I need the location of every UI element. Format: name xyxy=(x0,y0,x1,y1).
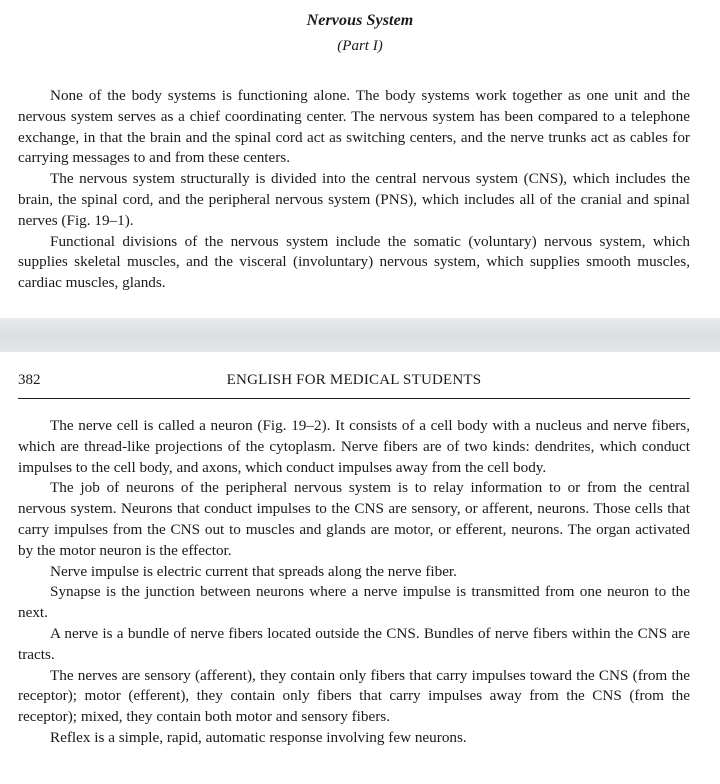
paragraph: The nerve cell is called a neuron (Fig. 19–2). It consists of a cell body with a nucleus and nerve fibers, which are thread-like projections of the cytoplasm. Nerve fibers are of two kinds: dendrites, which conduct impulses to the cell body, and axons, which conduct impulses away from the cell body. xyxy=(18,417,690,476)
running-title: ENGLISH FOR MEDICAL STUDENTS xyxy=(226,372,482,388)
paragraph: Synapse is the junction between neurons where a nerve impulse is transmitted from one neuron to the next. xyxy=(18,583,690,622)
paragraph: Reflex is a simple, rapid, automatic response involving few neurons. xyxy=(50,728,467,746)
paragraph: The nervous system structurally is divided into the central nervous system (CNS), which includes the brain, the spinal cord, and the peripheral nervous system (PNS), which includes all of the cranial and spinal nerves (Fig. 19–1). xyxy=(18,170,690,229)
paragraph: The nerves are sensory (afferent), they contain only fibers that carry impulses toward the CNS (from the receptor); motor (efferent), they contain only fibers that carry impulses away from the CNS (from the receptor); mixed, they contain both motor and sensory fibers. xyxy=(18,666,690,726)
page-separator xyxy=(0,318,720,352)
page-top xyxy=(0,0,720,318)
page-bottom xyxy=(0,352,720,784)
paragraph: Nerve impulse is electric current that spreads along the nerve fiber. xyxy=(50,562,457,580)
paragraph: The job of neurons of the peripheral nervous system is to relay information to or from the central nervous system. Neurons that conduct impulses to the CNS are sensory, or afferent, neurons. Those cells that carry impulses from the CNS out to muscles and glands are motor, or efferent, neurons. The organ activated by the motor neuron is the effector. xyxy=(18,479,690,559)
chapter-title: Nervous System xyxy=(306,12,414,29)
bottom-page-body xyxy=(18,416,690,749)
paragraph: Functional divisions of the nervous system include the somatic (voluntary) nervous system, which supplies skeletal muscles, and the visceral (involuntary) nervous system, which supplies smooth muscles, cardiac muscles, glands. xyxy=(18,232,690,292)
top-page-body xyxy=(18,86,690,294)
paragraph: None of the body systems is functioning alone. The body systems work together as one unit and the nervous system serves as a chief coordinating center. The nervous system has been compared to a telephone exchange, in that the brain and the spinal cord act as switching centers, and the nerve trunks act as cables for carrying messages to and from these centers. xyxy=(18,87,690,167)
page-number: 382 xyxy=(18,372,41,388)
paragraph: A nerve is a bundle of nerve fibers located outside the CNS. Bundles of nerve fibers within the CNS are tracts. xyxy=(18,624,690,663)
running-header xyxy=(18,372,690,399)
chapter-subtitle: (Part I) xyxy=(337,38,383,54)
